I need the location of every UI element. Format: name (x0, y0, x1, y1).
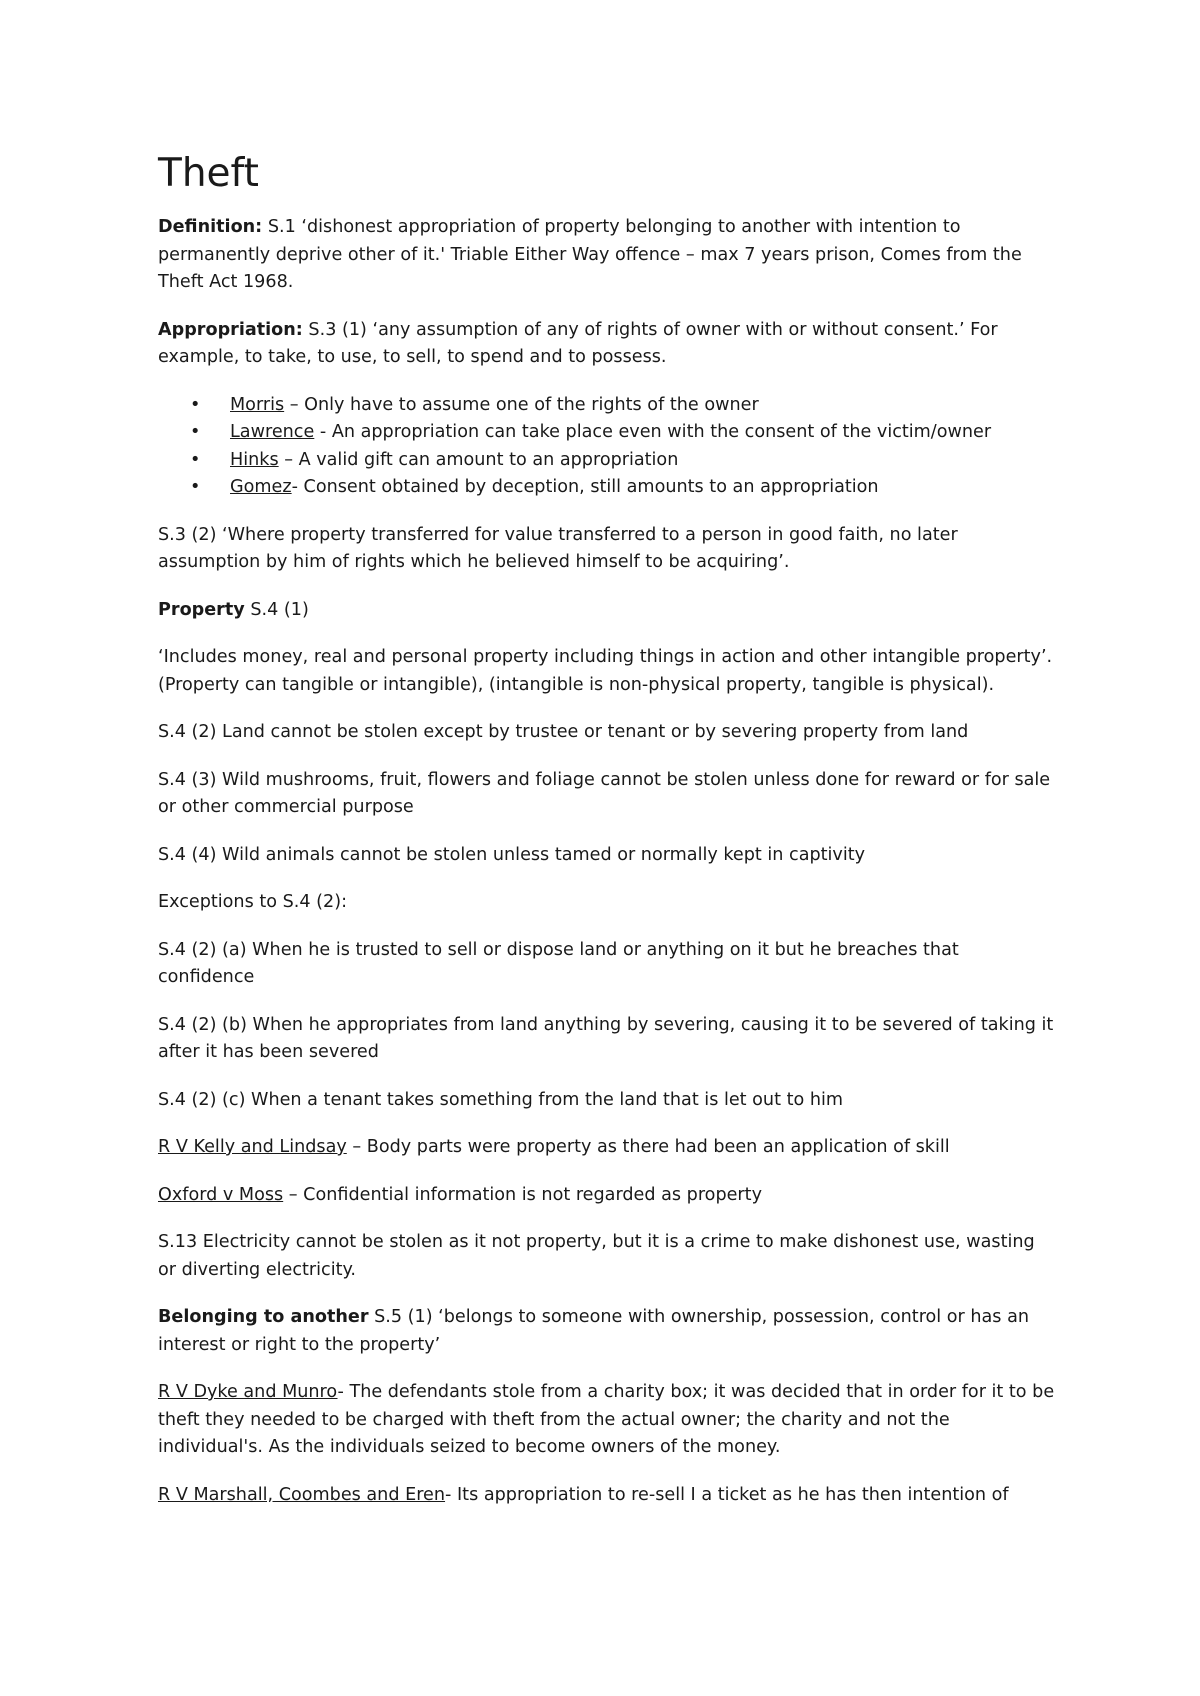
case-name: R V Kelly and Lindsay (158, 1137, 347, 1157)
case-text: - Consent obtained by deception, still amounts to an appropriation (291, 477, 879, 497)
oxford-paragraph (158, 1182, 1058, 1210)
appropriation-text: S.3 (1) ‘any assumption of any of rights of owner with or without consent.’ For example, to take, to use, to sell, to spend and to possess. (158, 319, 998, 367)
s4-2c-paragraph: S.4 (2) (c) When a tenant takes something from the land that is let out to him (158, 1089, 843, 1110)
list-item (190, 392, 1058, 420)
marshall-paragraph (158, 1482, 1058, 1510)
case-text: – Only have to assume one of the rights of the owner (284, 394, 759, 415)
property-heading-paragraph (158, 597, 1058, 625)
s4-3-paragraph: S.4 (3) Wild mushrooms, fruit, flowers and foliage cannot be stolen unless done for reward or for sale or other commercial purpose (158, 769, 1051, 817)
property-heading: Property (158, 599, 245, 620)
case-name: R V Dyke and Munro (158, 1382, 338, 1402)
case-text: - An appropriation can take place even with the consent of the victim/owner (314, 422, 992, 442)
bullet-icon: • (190, 477, 201, 497)
list-item (190, 419, 1058, 447)
s4-1-paragraph: ‘Includes money, real and personal property including things in action and other intangible property’. (Property can tangible or intangible), (intangible is non-physical property, tangible is physical). (158, 647, 1053, 695)
s4-2b-paragraph: S.4 (2) (b) When he appropriates from land anything by severing, causing it to be severed of taking it after it has been severed (158, 1014, 1054, 1062)
appropriation-heading: Appropriation: (158, 319, 303, 340)
belonging-heading: Belonging to another (158, 1307, 369, 1327)
document-title: Theft (158, 151, 259, 196)
s13-paragraph: S.13 Electricity cannot be stolen as it not property, but it is a crime to make dishonest use, wasting or diverting electricity. (158, 1232, 1035, 1280)
case-name: Morris (230, 394, 285, 415)
belonging-text: S.5 (1) ‘belongs to someone with ownership, possession, control or has an interest or right to the property’ (158, 1307, 1030, 1355)
case-name: Hinks (230, 449, 279, 470)
case-text: - Its appropriation to re-sell I a ticket as he has then intention of (445, 1484, 1009, 1505)
document-page (158, 150, 1058, 1529)
s4-4-paragraph: S.4 (4) Wild animals cannot be stolen unless tamed or normally kept in captivity (158, 844, 866, 865)
case-text: - The defendants stole from a charity box; it was decided that in order for it to be theft they needed to be charged with theft from the actual owner; the charity and not the individual's. As the individuals seized to become owners of the money. (158, 1382, 1055, 1457)
case-text: – Body parts were property as there had been an application of skill (346, 1137, 950, 1157)
case-text: – Confidential information is not regarded as property (283, 1184, 762, 1205)
case-name: Gomez (230, 477, 292, 497)
bullet-icon: • (190, 394, 201, 415)
case-text: – A valid gift can amount to an appropriation (278, 449, 679, 470)
belonging-paragraph (158, 1304, 1058, 1359)
exceptions-paragraph: Exceptions to S.4 (2): (158, 892, 347, 912)
kelly-paragraph (158, 1134, 1058, 1162)
appropriation-case-list (158, 392, 1058, 502)
case-name: R V Marshall, Coombes and Eren (158, 1484, 446, 1505)
bullet-icon: • (190, 422, 201, 442)
s3-2-paragraph: S.3 (2) ‘Where property transferred for value transferred to a person in good faith, no later assumption by him of rights which he believed himself to be acquiring’. (158, 524, 958, 572)
s4-2-paragraph: S.4 (2) Land cannot be stolen except by trustee or tenant or by severing property from land (158, 722, 969, 742)
list-item (190, 474, 1058, 502)
case-name: Lawrence (230, 422, 315, 442)
definition-text: S.1 ‘dishonest appropriation of property belonging to another with intention to permanently deprive other of it.' Triable Either Way offence – max 7 years prison, Comes from the Theft Act 1968. (158, 217, 1022, 292)
bullet-icon: • (190, 449, 201, 470)
case-name: Oxford v Moss (158, 1184, 284, 1205)
list-item (190, 447, 1058, 475)
appropriation-paragraph (158, 317, 1058, 372)
definition-heading: Definition: (158, 217, 263, 237)
property-heading-ref: S.4 (1) (244, 599, 309, 620)
s4-2a-paragraph: S.4 (2) (a) When he is trusted to sell or dispose land or anything on it but he breaches that confidence (158, 939, 959, 987)
definition-paragraph (158, 214, 1058, 297)
dyke-paragraph (158, 1379, 1058, 1462)
